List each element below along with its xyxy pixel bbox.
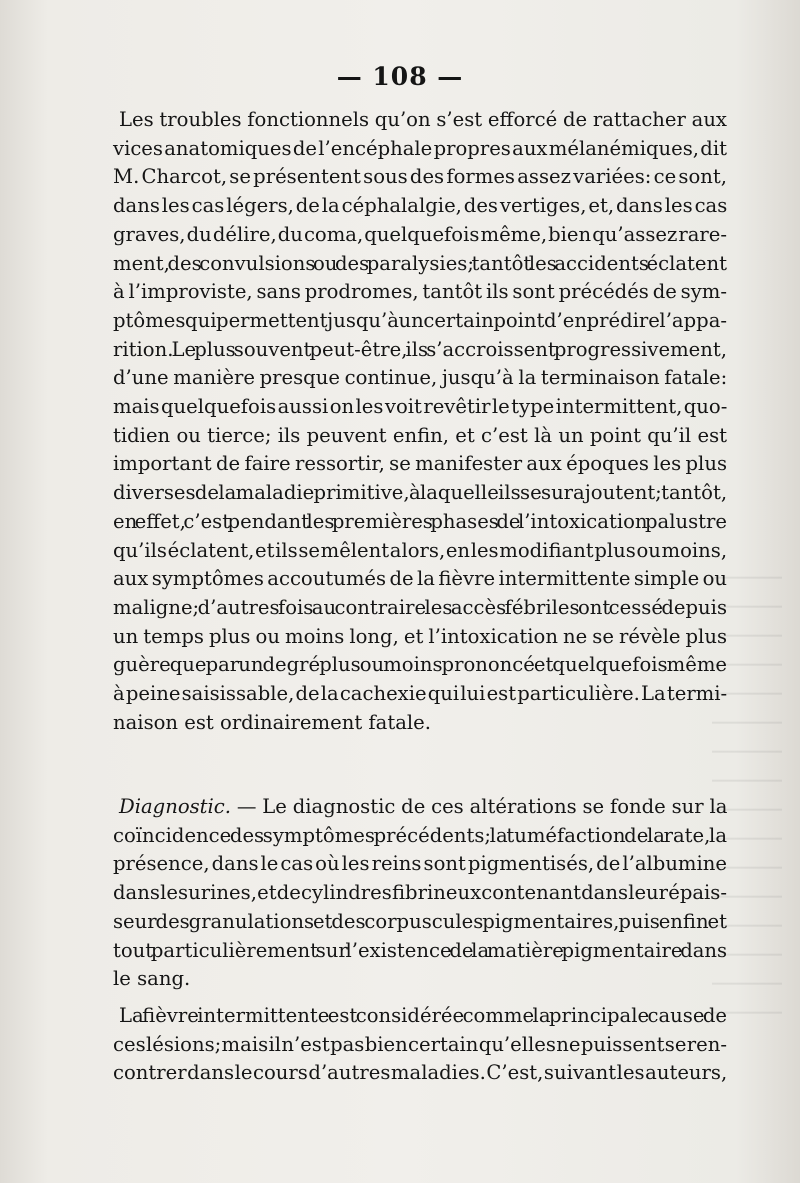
text-line: diverses de la maladie primitive, à laquelle ils se surajoutent; tantôt, — [113, 481, 728, 505]
page-number: — 108 — — [336, 62, 464, 91]
text-line: important de faire ressortir, se manifester aux époques les plus — [113, 452, 727, 476]
text-line: Les troubles fonctionnels qu’on s’est efforcé de rattacher aux — [119, 108, 727, 131]
text-fragment: — Le diagnostic de ces altérations se fonde sur la — [231, 795, 728, 818]
text-line: le sang. — [113, 967, 191, 991]
text-line: M. Charcot, se présentent sous des formes assez variées: ce sont, — [113, 165, 727, 189]
text-line: coïncidence des symptômes précédents; la tuméfaction de la rate, la — [113, 823, 727, 847]
diagnostic-heading: Diagnostic. — [119, 795, 232, 818]
text-line: mais quelquefois aussi on les voit revêtir le type intermittent, quo- — [113, 395, 728, 419]
paragraph-fever-cause — [113, 1002, 727, 1088]
text-line: aux symptômes accoutumés de la fièvre intermittente simple ou — [113, 567, 727, 591]
text-line: d’une manière presque continue, jusqu’à la terminaison fatale: — [113, 366, 728, 390]
text-line: contrer dans le cours d’autres maladies. C’est, suivant les auteurs, — [113, 1061, 728, 1085]
text-line: en effet, c’est pendant les premières phases de l’intoxication palustre — [113, 509, 727, 533]
text-line: tidien ou tierce; ils peuvent enfin, et c’est là un point qu’il est — [113, 423, 727, 447]
text-line: tout particulièrement sur l’existence de la matière pigmentaire dans — [113, 938, 728, 962]
text-line: La fièvre intermittente est considérée comme la principale cause de — [119, 1004, 728, 1027]
text-line: graves, du délire, du coma, quelquefois même, bien qu’assez rare- — [113, 222, 727, 246]
text-line — [113, 793, 727, 822]
text-line: ces lésions; mais il n’est pas bien certain qu’elles ne puissent se ren- — [113, 1032, 727, 1056]
paragraph-diagnostic — [113, 793, 727, 994]
text-line: un temps plus ou moins long, et l’intoxication ne se révèle plus — [113, 624, 727, 648]
text-line: qu’ils éclatent, et ils se mêlent alors, en les modifiant plus ou moins, — [113, 538, 728, 562]
text-line: à peine saisissable, de la cachexie qui lui est particulière. La termi- — [113, 682, 728, 706]
text-line: ptômes qui permettent jusqu’à un certain point d’en prédire l’appa- — [113, 308, 727, 332]
text-line: à l’improviste, sans prodromes, tantôt ils sont précédés de sym- — [113, 280, 727, 304]
text-line: seur des granulations et des corpuscules pigmentaires, puis enfin et — [113, 909, 727, 933]
text-line: rition. Le plus souvent peut-être, ils s’accroissent progressivement, — [113, 337, 727, 361]
text-line: présence, dans le cas où les reins sont pigmentisés, de l’albumine — [113, 852, 727, 876]
text-line: dans les cas légers, de la céphalalgie, des vertiges, et, dans les cas — [113, 194, 728, 218]
text-line: dans les urines, et de cylindres fibrineux contenant dans leur épais- — [113, 881, 727, 905]
text-line: maligne; d’autres fois au contraire les accès fébriles ont cessé depuis — [113, 595, 727, 619]
text-line: vices anatomiques de l’encéphale propres aux mélanémiques, dit — [113, 136, 727, 160]
text-line: ment, des convulsions ou des paralysies; tantôt les accidents éclatent — [113, 251, 727, 275]
text-line: guère que par un degré plus ou moins prononcé et quelquefois même — [113, 653, 727, 677]
paragraph-functional-troubles — [113, 106, 727, 737]
text-line: naison est ordinairement fatale. — [113, 710, 431, 734]
